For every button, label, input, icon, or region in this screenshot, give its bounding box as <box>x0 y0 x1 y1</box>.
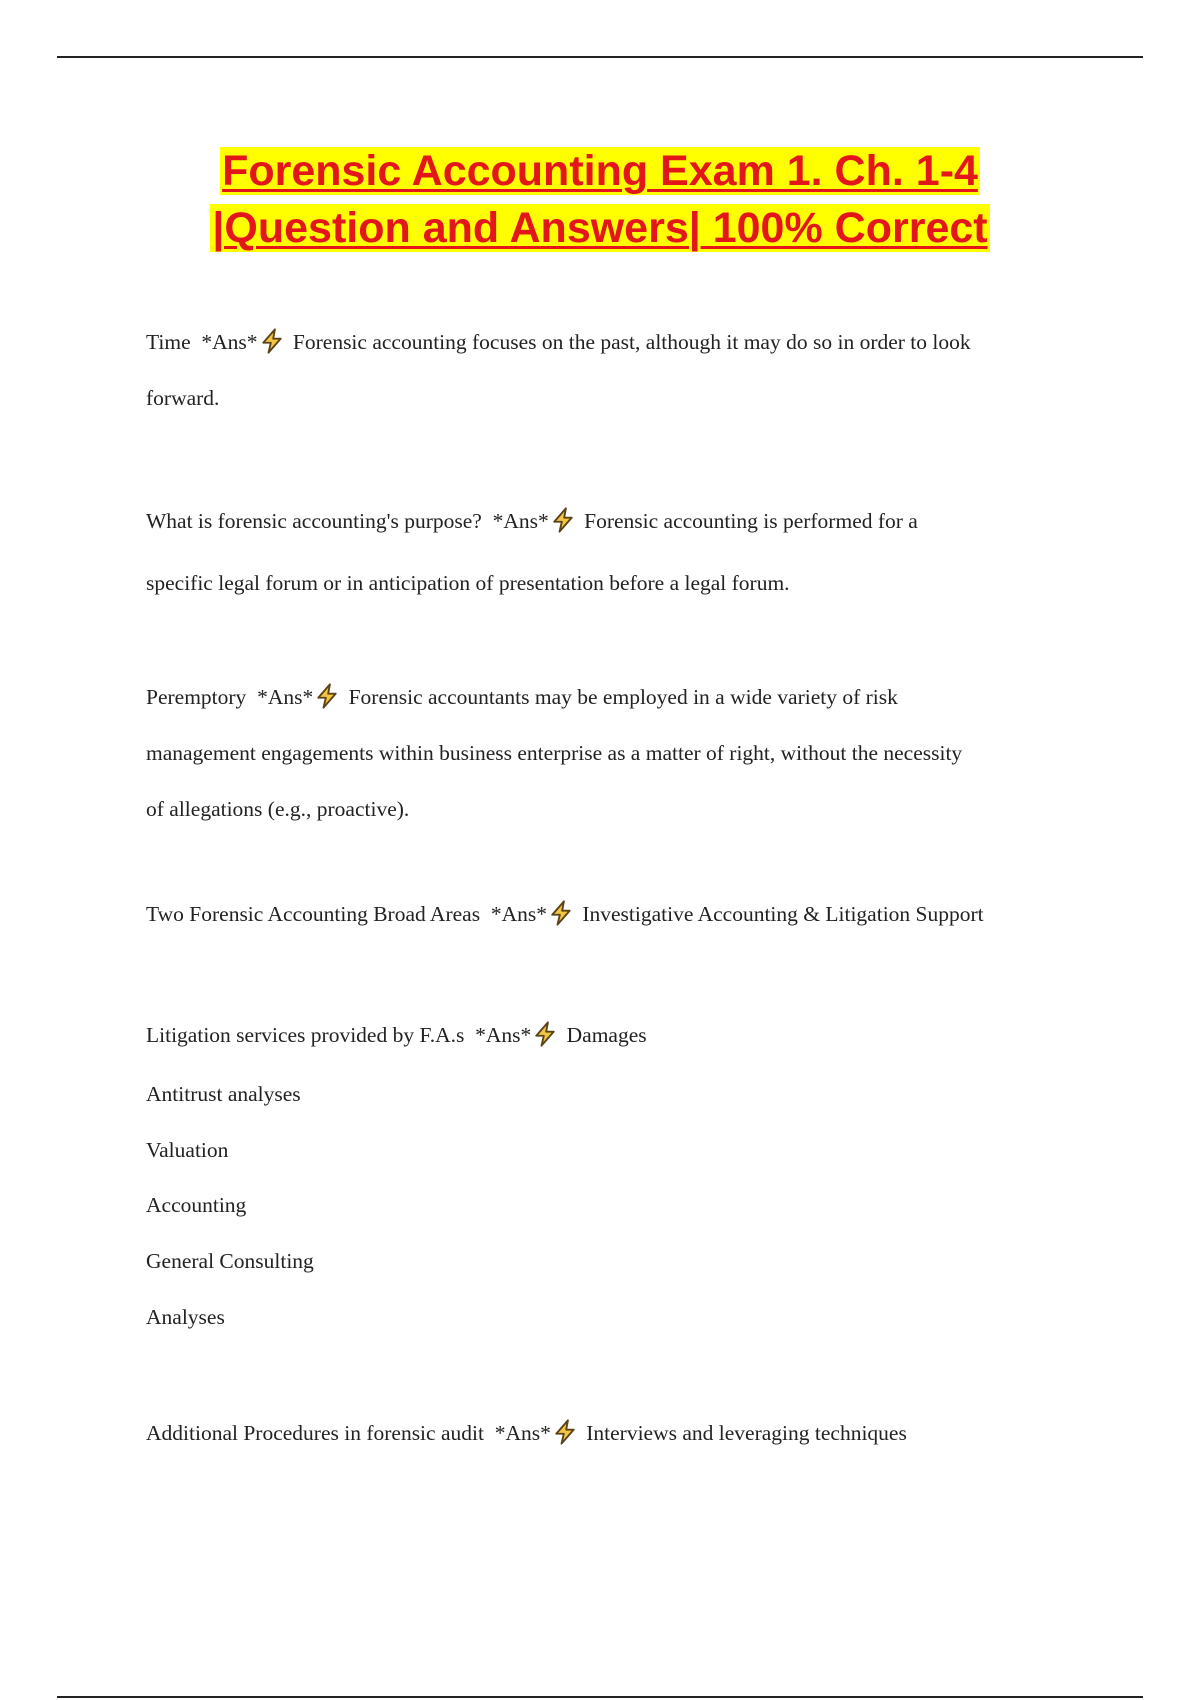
question-text: Litigation services provided by F.A.s <box>146 1023 465 1047</box>
question-text: Additional Procedures in forensic audit <box>146 1421 484 1445</box>
answer-marker: *Ans* <box>475 1023 532 1047</box>
qa-first-line <box>146 886 1096 942</box>
answer-text: Damages <box>561 1023 647 1047</box>
lightning-bolt-icon <box>549 506 577 534</box>
list-item: General Consulting <box>146 1249 314 1273</box>
qa-first-line <box>146 1007 1096 1063</box>
question-text: Two Forensic Accounting Broad Areas <box>146 902 481 926</box>
question-text: What is forensic accounting's purpose? <box>146 509 482 533</box>
lightning-bolt-icon <box>547 899 575 927</box>
list-item: Accounting <box>146 1193 247 1217</box>
footer-rule <box>57 1696 1143 1698</box>
qa-first-line <box>146 490 1096 552</box>
lightning-bolt-icon <box>258 327 286 355</box>
answer-text: Forensic accounting focuses on the past, although it may do so in order to look <box>287 330 971 354</box>
qa-item <box>146 314 1096 426</box>
answer-continuation: specific legal forum or in anticipation of presentation before a legal forum. <box>146 571 790 595</box>
answer-text: Investigative Accounting & Litigation Support <box>576 902 984 926</box>
title-line-2: |Question and Answers| 100% Correct <box>212 204 988 252</box>
document-title <box>0 143 1200 257</box>
answer-text: Forensic accountants may be employed in a wide variety of risk <box>343 685 898 709</box>
list-item: Analyses <box>146 1305 225 1329</box>
qa-item <box>146 886 1096 942</box>
question-text: Peremptory <box>146 685 247 709</box>
qa-item <box>146 669 1096 837</box>
answer-continuation: management engagements within business enterprise as a matter of right, without the necessity <box>146 741 963 765</box>
answer-marker: *Ans* <box>257 685 314 709</box>
lightning-bolt-icon <box>531 1020 559 1048</box>
lightning-bolt-icon <box>551 1418 579 1446</box>
qa-item <box>146 1007 1096 1063</box>
qa-item <box>146 1405 1096 1461</box>
qa-first-line <box>146 1405 1096 1461</box>
list-item: Valuation <box>146 1138 229 1162</box>
list-item: Antitrust analyses <box>146 1082 301 1106</box>
qa-item <box>146 490 1096 614</box>
question-text: Time <box>146 330 191 354</box>
answer-marker: *Ans* <box>492 509 549 533</box>
answer-text: Interviews and leveraging techniques <box>580 1421 907 1445</box>
answer-marker: *Ans* <box>490 902 547 926</box>
answer-continuation: of allegations (e.g., proactive). <box>146 797 410 821</box>
title-line-1: Forensic Accounting Exam 1. Ch. 1-4 <box>222 147 978 195</box>
answer-text: Forensic accounting is performed for a <box>578 509 918 533</box>
qa-first-line <box>146 669 1096 725</box>
answer-marker: *Ans* <box>201 330 258 354</box>
answer-marker: *Ans* <box>494 1421 551 1445</box>
answer-continuation: forward. <box>146 386 220 410</box>
header-rule <box>57 56 1143 58</box>
lightning-bolt-icon <box>313 682 341 710</box>
qa-first-line <box>146 314 1096 370</box>
